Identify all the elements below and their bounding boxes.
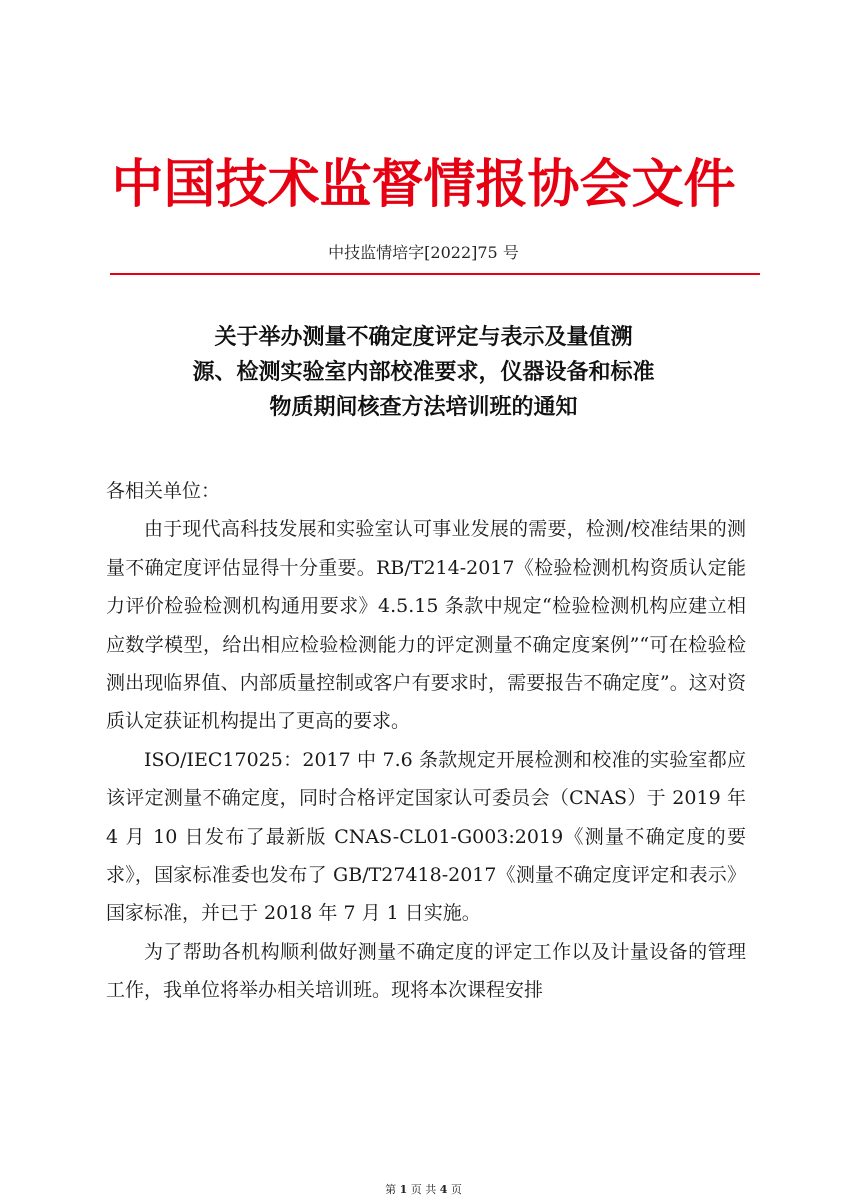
notice-title-line-1: 关于举办测量不确定度评定与表示及量值溯 [214, 324, 633, 350]
document-body [106, 472, 746, 1010]
org-file-header: 中国技术监督情报协会文件 [111, 154, 736, 215]
header-divider [110, 273, 760, 275]
notice-title [60, 320, 787, 425]
salutation: 各相关单位： [106, 480, 221, 502]
current-page-number: 1 [399, 1183, 408, 1196]
page-footer [0, 1183, 847, 1197]
footer-prefix: 第 [385, 1183, 400, 1196]
total-page-number: 4 [439, 1183, 448, 1196]
footer-suffix: 页 [447, 1183, 462, 1196]
notice-title-line-2: 源、检测实验室内部校准要求，仪器设备和标准 [192, 359, 655, 385]
paragraph: 由于现代高科技发展和实验室认可事业发展的需要，检测/校准结果的测量不确定度评估显得十分重要。RB/T214-2017《检验检测机构资质认定能力评价检验检测机构通用要求》4.5.15 条款中规定“检验检测机构应建立相应数学模型，给出相应检验检测能力的评定测量不确定度案例”“可在检验检测出现临界值、内部质量控制或客户有要求时，需要报告不确定度”。这对资质认定获证机构提出了更高的要求。 [106, 518, 746, 733]
paragraph: 为了帮助各机构顺利做好测量不确定度的评定工作以及计量设备的管理工作，我单位将举办相关培训班。现将本次课程安排 [106, 940, 746, 1002]
paragraph: ISO/IEC17025：2017 中 7.6 条款规定开展检测和校准的实验室都应该评定测量不确定度，同时合格评定国家认可委员会（CNAS）于 2019 年 4 月 10 日发布了最新版 CNAS-CL01-G003:2019《测量不确定度的要求》，国家标准委也发布了 GB/T27418-2017《测量不确定度评定和表示》国家标准，并已于 2018 年 7 月 1 日实施。 [106, 748, 746, 925]
footer-middle: 页 共 [407, 1183, 440, 1196]
document-number: 中技监情培字[2022]75 号 [328, 243, 519, 262]
notice-title-line-3: 物质期间核查方法培训班的通知 [269, 394, 578, 420]
